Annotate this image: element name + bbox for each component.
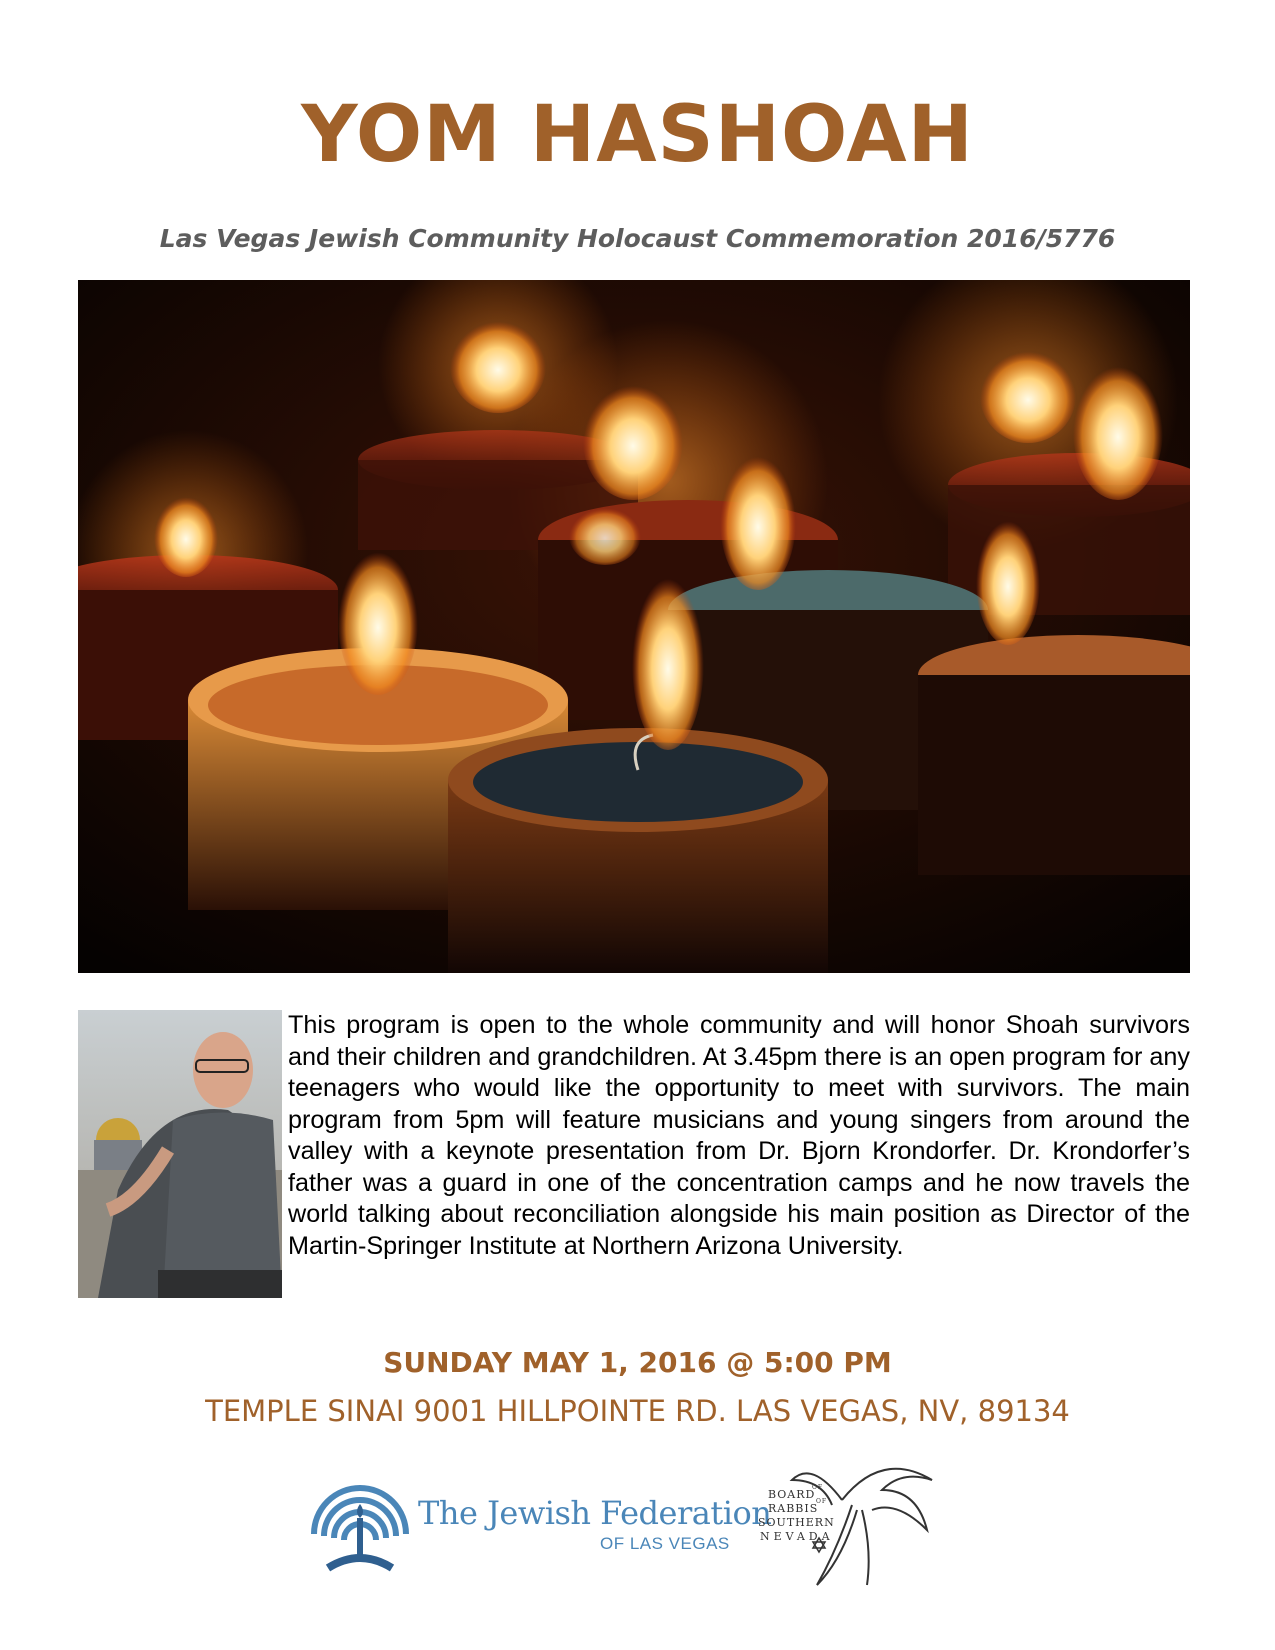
- page-subtitle: Las Vegas Jewish Community Holocaust Commemoration 2016/5776: [159, 224, 1116, 253]
- federation-name: The Jewish Federation: [418, 1494, 772, 1532]
- palm-tree-icon: [742, 1440, 942, 1590]
- page-title: YOM HASHOAH: [301, 90, 974, 180]
- program-description: This program is open to the whole community and will honor Shoah survivors and their children and grandchildren. At 3.45pm there is an open program for any teenagers who would like the opportunity to meet with survivors. The main program from 5pm will feature musicians and young singers from around the valley with a keynote presentation from Dr. Bjorn Krondorfer. Dr. Krondorfer’s father was a guard in one of the concentration camps and he now travels the world talking about reconciliation alongside his main position as Director of the Martin-Springer Institute at Northern Arizona University.: [288, 1011, 1190, 1260]
- board-of-label: OF: [812, 1484, 824, 1491]
- rabbis-label: RABBIS: [768, 1502, 819, 1515]
- nevada-label: NEVADA: [760, 1530, 834, 1543]
- southern-label: SOUTHERN: [758, 1516, 835, 1529]
- board-of-rabbis-logo: [742, 1440, 942, 1590]
- candles-photo: [78, 280, 1190, 973]
- jewish-federation-logo: [308, 1474, 772, 1584]
- rabbis-of-label: OF: [816, 1498, 828, 1505]
- event-venue: TEMPLE SINAI 9001 HILLPOINTE RD. LAS VEGAS, NV, 89134: [205, 1394, 1070, 1428]
- menorah-circle-icon: [308, 1474, 412, 1578]
- board-label: BOARD: [768, 1488, 816, 1501]
- federation-subtitle: OF LAS VEGAS: [600, 1534, 730, 1553]
- event-date-time: SUNDAY MAY 1, 2016 @ 5:00 PM: [383, 1346, 892, 1379]
- speaker-photo: [78, 1010, 282, 1298]
